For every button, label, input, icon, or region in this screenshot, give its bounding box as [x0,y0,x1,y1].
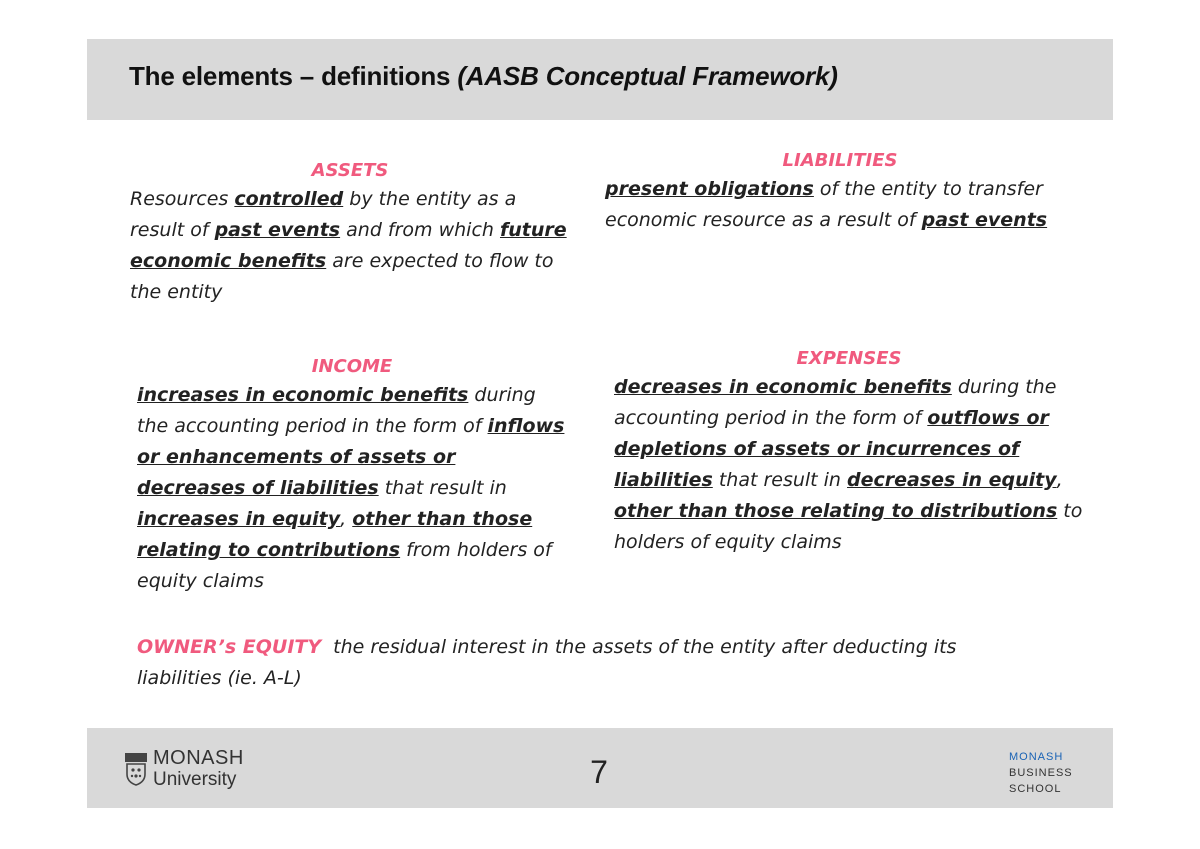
owners-equity-definition [137,632,1017,694]
page-number: 7 [590,754,608,790]
assets-definition [130,158,570,308]
assets-heading: ASSETS [311,160,389,181]
footer-bar [87,728,1113,808]
owners-equity-text: the residual interest in the assets of the entity after deducting its liabilities (ie. A-L) [137,636,957,689]
page-title: The elements – definitions (AASB Conceptual Framework) [129,61,838,91]
income-definition [137,354,567,597]
monash-university-logo: MONASH University [153,747,244,790]
liabilities-definition [605,148,1075,236]
income-text: increases in economic benefits during the accounting period in the form of inflows or enhancements of assets or decreases of liabilities that result in increases in equity, other than those relating to contributions from holders of equity claims [137,384,565,592]
owners-equity-label: OWNER’s EQUITY [137,636,322,658]
assets-text: Resources controlled by the entity as a result of past events and from which future economic benefits are expected to flow to the entity [130,188,567,303]
header-bar [87,39,1113,120]
monash-business-school-logo: MONASH BUSINESS SCHOOL [1009,751,1073,795]
income-heading: INCOME [311,356,393,377]
expenses-heading: EXPENSES [796,348,902,369]
liabilities-heading: LIABILITIES [782,150,898,171]
monash-crest-icon [124,752,148,786]
expenses-text: decreases in economic benefits during the accounting period in the form of outflows or depletions of assets or incurrences of liabilities that result in decreases in equity, other than those relating to distributions to holders of equity claims [614,376,1083,553]
liabilities-text: present obligations of the entity to transfer economic resource as a result of past events [605,178,1048,231]
expenses-definition [614,346,1084,558]
